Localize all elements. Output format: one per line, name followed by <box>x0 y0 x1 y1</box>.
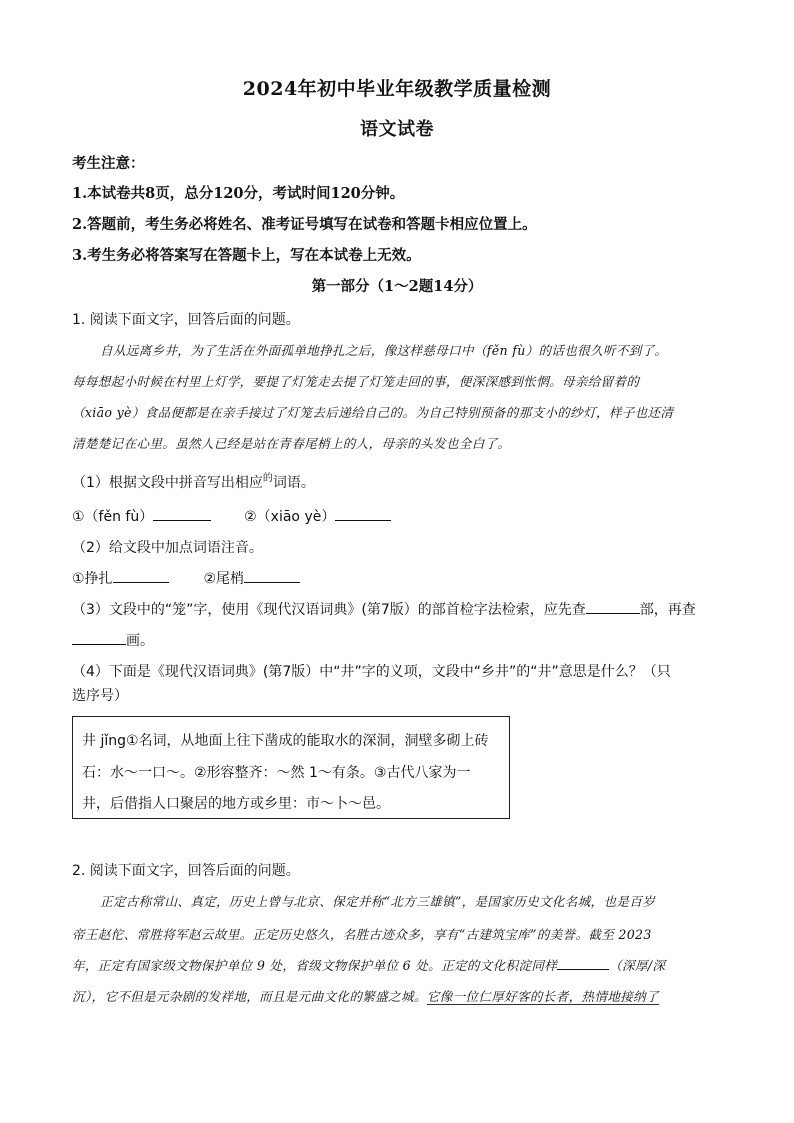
notice-heading: 考生注意： <box>72 155 145 172</box>
blank-label: ②尾梢 <box>203 571 245 587</box>
answer-blank[interactable] <box>244 570 300 583</box>
dictionary-line: 井 jǐng①名词，从地面上往下凿成的能取水的深洞，洞壁多砌上砖 <box>82 733 489 749</box>
question-2-prompt: 2. 阅读下面文字，回答后面的问题。 <box>72 863 300 879</box>
subquestion-1-blanks <box>72 506 391 526</box>
passage-text: 年，正定有国家级文物保护单位 9 处，省级文物保护单位 6 处。正定的文化积淀同样 <box>72 958 558 973</box>
answer-blank[interactable] <box>335 508 391 521</box>
passage-line <box>72 986 659 1005</box>
passage-line-with-blank <box>72 955 665 974</box>
passage-line: （xiāo yè）食品便都是在亲手接过了灯笼去后递给自己的。为自己特别预备的那支小的纱灯，样子也还清 <box>72 405 674 420</box>
answer-blank[interactable] <box>586 601 640 614</box>
dictionary-line: 石：水～一口～。②形容整齐：～然 1～有条。③古代八家为一 <box>82 765 471 781</box>
passage-text: 沉），它不但是元杂剧的发祥地，而且是元曲文化的繁盛之城。 <box>72 989 427 1004</box>
passage-line: 清楚楚记在心里。虽然人已经是站在青春尾梢上的人，母亲的头发也全白了。 <box>72 436 511 451</box>
dictionary-entry-box <box>72 716 510 819</box>
notice-item: 1.本试卷共8页，总分120分，考试时间120分钟。 <box>72 185 405 202</box>
question-1-prompt: 1. 阅读下面文字，回答后面的问题。 <box>72 312 300 328</box>
passage-line: 帝王赵佗、常胜将军赵云故里。正定历史悠久，名胜古迹众多，享有“古建筑宝库”的美誉。截至 2023 <box>72 927 652 942</box>
passage-text: （深厚/深 <box>609 958 666 973</box>
passage-line: 自从远离乡井，为了生活在外面孤单地挣扎之后，像这样慈母口中（fěn fù）的话也很久听不到了。 <box>100 343 668 358</box>
passage-line: 正定古称常山、真定，历史上曾与北京、保定并称“北方三雄镇”，是国家历史文化名城，也是百岁 <box>100 894 656 909</box>
blank-label: ①挣扎 <box>72 571 113 587</box>
subquestion-1 <box>72 472 315 492</box>
subquestion-1-mark: 的 <box>262 473 273 484</box>
subquestion-2-blanks <box>72 568 300 588</box>
underlined-sentence: 它像一位仁厚好客的长者，热情地接纳了 <box>426 989 659 1004</box>
subquestion-3-text: 部，再查 <box>639 602 696 618</box>
subquestion-1-text: （1）根据文段中拼音写出相应 <box>72 475 263 491</box>
subquestion-3-cont <box>72 630 154 650</box>
blank-label: ①（fěn fù） <box>72 509 154 525</box>
answer-blank[interactable] <box>557 957 609 970</box>
answer-blank[interactable] <box>113 570 169 583</box>
answer-blank[interactable] <box>72 632 126 645</box>
blank-label: ②（xiāo yè） <box>244 509 336 525</box>
subquestion-3 <box>72 599 696 619</box>
subquestion-3-text: 画。 <box>126 633 154 649</box>
exam-subtitle: 语文试卷 <box>360 119 434 140</box>
subquestion-3-text: （3）文段中的“笼”字，使用《现代汉语词典》(第7版）的部首检字法检索，应先查 <box>72 602 586 618</box>
subquestion-1-text: 词语。 <box>272 475 315 491</box>
dictionary-line: 井，后借指人口聚居的地方或乡里：市～卜～邑。 <box>82 796 390 812</box>
notice-item: 3.考生务必将答案写在答题卡上，写在本试卷上无效。 <box>72 247 421 264</box>
subquestion-4: （4）下面是《现代汉语词典》(第7版）中“井”字的义项，文段中“乡井”的“井”意思是什么？（只 <box>72 664 671 680</box>
answer-blank[interactable] <box>153 508 211 521</box>
exam-title: 2024年初中毕业年级教学质量检测 <box>242 78 552 100</box>
subquestion-2: （2）给文段中加点词语注音。 <box>72 540 263 556</box>
subquestion-4-cont: 选序号） <box>72 688 128 704</box>
passage-line: 每每想起小时候在村里上灯学，要提了灯笼走去提了灯笼走回的事，便深深感到怅惘。母亲给留着的 <box>72 374 640 389</box>
section-heading: 第一部分（1～2题14分） <box>311 278 483 295</box>
notice-item: 2.答题前，考生务必将姓名、准考证号填写在试卷和答题卡相应位置上。 <box>72 216 537 233</box>
